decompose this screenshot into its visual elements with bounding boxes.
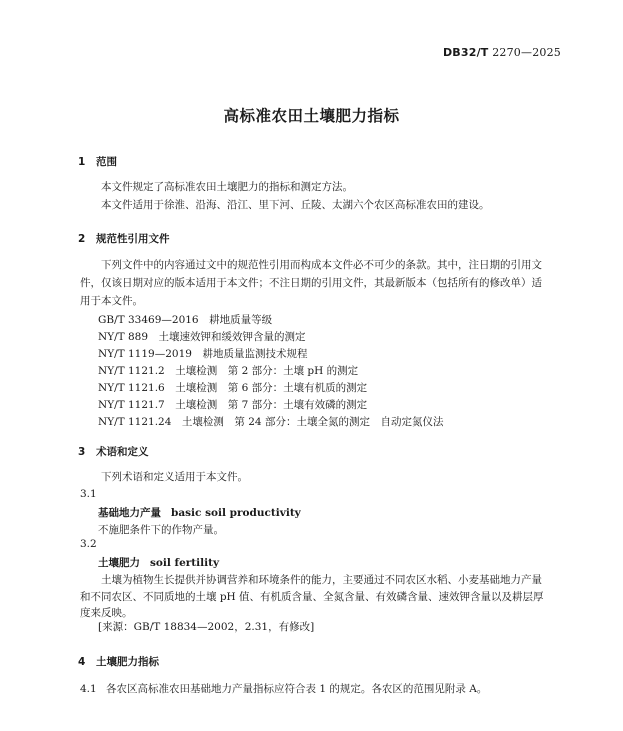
code-number: 2270—2025 [488,46,561,59]
term-definition: 土壤为植物生长提供并协调营养和环境条件的能力，主要通过不同农区水稻、小麦基础地力产量和不同农区、不同质地的土壤 pH 值、有机质含量、全氮含量、有效磷含量、速效钾含量以及耕层厚度来反映。 [80,574,544,619]
section-number: 2 [78,233,86,245]
section-2-heading [78,231,170,246]
document-title: 高标准农田土壤肥力指标 [223,107,400,125]
term-chinese: 基础地力产量 [98,507,161,519]
section-1-heading [78,154,117,169]
term-chinese: 土壤肥力 [98,557,140,569]
section-1-para-1: 本文件规定了高标准农田土壤肥力的指标和测定方法。 [101,181,353,193]
clause-4-1 [80,681,487,696]
term-heading [98,555,219,570]
reference-item: NY/T 1121.2 土壤检测 第 2 部分：土壤 pH 的测定 [98,365,359,377]
section-number: 3 [78,446,86,458]
standard-code [443,46,561,59]
reference-item: NY/T 1119—2019 耕地质量监测技术规程 [98,348,308,360]
section-number: 4 [78,656,86,668]
section-title: 规范性引用文件 [96,233,170,245]
section-2-para-1: 下列文件中的内容通过文中的规范性引用而构成本文件必不可少的条款。其中，注日期的引用文件，仅该日期对应的版本适用于本文件；不注日期的引用文件，其最新版本（包括所有的修改单）适用于本文件。 [80,259,542,307]
reference-item: NY/T 1121.6 土壤检测 第 6 部分：土壤有机质的测定 [98,382,368,394]
section-title: 范围 [96,156,117,168]
section-title: 土壤肥力指标 [96,656,159,668]
reference-item: NY/T 889 土壤速效钾和缓效钾含量的测定 [98,331,306,343]
clause-number: 4.1 [80,683,97,695]
section-title: 术语和定义 [96,446,149,458]
reference-item: NY/T 1121.24 土壤检测 第 24 部分：土壤全氮的测定 自动定氮仪法 [98,416,444,428]
code-main: 32/T [460,46,489,59]
section-4-heading [78,654,159,669]
term-heading [98,505,301,520]
clause-text: 各农区高标准农田基础地力产量指标应符合表 1 的规定。各农区的范围见附录 A。 [106,683,488,695]
section-1-para-2: 本文件适用于徐淮、沿海、沿江、里下河、丘陵、太湖六个农区高标准农田的建设。 [101,199,490,211]
term-english: soil fertility [150,557,220,569]
term-definition: 不施肥条件下的作物产量。 [98,524,224,536]
section-number: 1 [78,156,86,168]
section-3-para-1: 下列术语和定义适用于本文件。 [101,471,248,483]
code-prefix: DB [442,46,461,59]
section-3-heading [78,444,149,459]
term-number: 3.1 [80,488,97,500]
reference-item: GB/T 33469—2016 耕地质量等级 [98,314,273,326]
term-english: basic soil productivity [171,507,301,519]
term-number: 3.2 [80,538,97,550]
reference-item: NY/T 1121.7 土壤检测 第 7 部分：土壤有效磷的测定 [98,399,368,411]
term-source: [来源：GB/T 18834—2002，2.31，有修改] [98,621,315,633]
